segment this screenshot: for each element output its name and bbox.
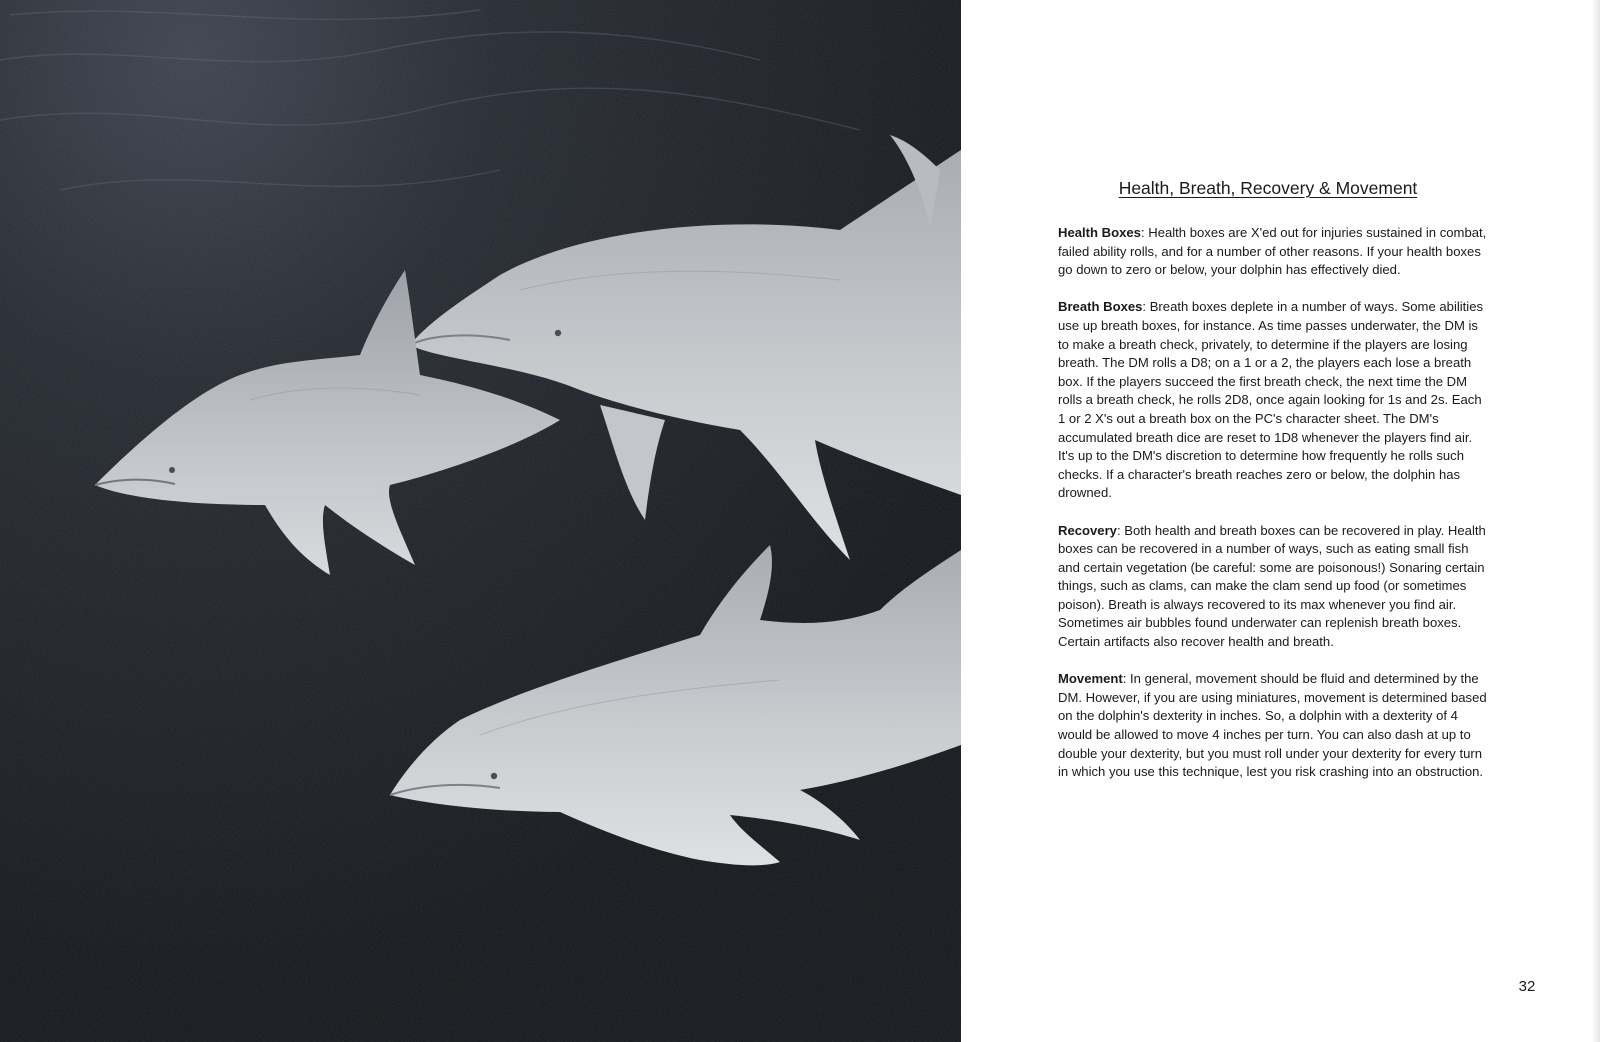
text-page [961, 0, 1600, 1042]
section-health-boxes [1058, 224, 1488, 280]
page-title: Health, Breath, Recovery & Movement [1118, 178, 1418, 198]
term-health-boxes: Health Boxes [1058, 225, 1141, 240]
term-recovery: Recovery [1058, 522, 1117, 538]
page-edge-shadow [1592, 0, 1600, 1042]
page-number: 32 [1518, 978, 1536, 995]
text-movement: : In general, movement should be fluid and determined by the DM. However, if you are using miniatures, movement is determined based on the dolphin's dexterity in inches. So, a dolphin with a dexterity of 4 would be allowed to move 4 inches per turn. You can also dash at up to double your dexterity, but you must roll under your dexterity for every turn in which you use this technique, lest you risk crashing into an obstruction. [1058, 671, 1487, 780]
section-movement [1058, 670, 1488, 782]
section-breath-boxes [1058, 298, 1488, 503]
rules-body [1058, 224, 1488, 800]
section-recovery [1058, 522, 1488, 652]
text-breath-boxes: : Breath boxes deplete in a number of ways. Some abilities use up breath boxes, for instance. As time passes underwater, the DM is to make a breath check, privately, to determine if the players are losing breath. The DM rolls a D8; on a 1 or a 2, the players each lose a breath box. If the players succeed the first breath check, the next time the DM rolls a breath check, he rolls 2D8, once again looking for 1s and 2s. Each 1 or 2 X's out a breath box on the PC's character sheet. The DM's accumulated breath dice are reset to 1D8 whenever the players find air. It's up to the DM's discretion to determine how frequently he rolls such checks. If a character's breath reaches zero or below, the dolphin has drowned. [1058, 299, 1484, 501]
text-health-boxes: : Health boxes are X'ed out for injuries sustained in combat, failed ability rolls, and for a number of other reasons. If your health boxes go down to zero or below, your dolphin has effectively died. [1058, 225, 1487, 278]
term-movement: Movement [1058, 671, 1123, 687]
term-breath-boxes: Breath Boxes [1058, 299, 1143, 315]
text-recovery: : Both health and breath boxes can be recovered in play. Health boxes can be recovered in a number of ways, such as eating small fish and certain vegetation (be careful: some are poisonous!) Sonaring certain things, such as clams, can make the clam send up food (or sometimes poison). Breath is always recovered to its max whenever you find air. Sometimes air bubbles found underwater can replenish breath boxes. Certain artifacts also recover health and breath. [1058, 522, 1486, 650]
